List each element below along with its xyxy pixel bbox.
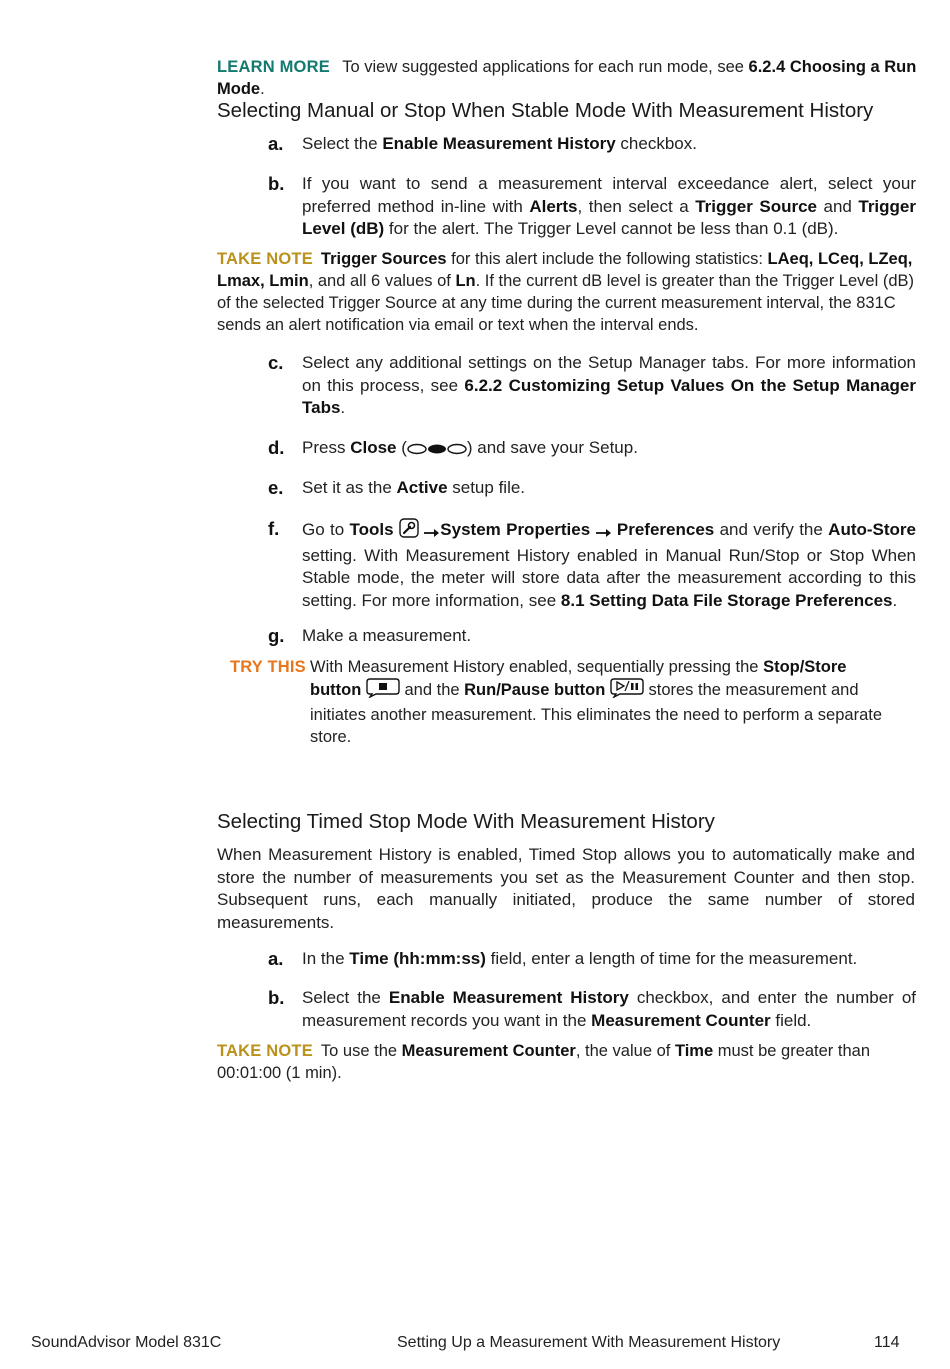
take-note-tag: TAKE NOTE <box>217 1042 313 1060</box>
step-bold: Time (hh:mm:ss) <box>349 949 486 968</box>
tip-text: With Measurement History enabled, sequentially pressing the <box>310 658 764 676</box>
note-bold: Time <box>674 1042 714 1060</box>
step-text: ( <box>396 438 407 457</box>
step-bold: Trigger Level (dB) <box>302 196 916 238</box>
step-bold: Preferences <box>616 520 715 539</box>
step-bold: Close <box>350 438 397 457</box>
tip-text: and the <box>399 681 465 699</box>
step-letter: b. <box>268 987 285 1008</box>
note-bold: Trigger Sources <box>320 250 447 268</box>
learn-more-link[interactable]: 6.2.4 Choosing a Run Mode <box>217 58 917 98</box>
step-letter: e. <box>268 477 284 498</box>
try-this-callout <box>230 656 890 748</box>
step-letter: a. <box>268 133 284 154</box>
section2-step-b <box>268 987 916 1032</box>
step-letter: b. <box>268 173 285 194</box>
step-text: for the alert. The Trigger Level cannot be less than 0.1 (dB). <box>384 219 839 238</box>
step-text: , then select a <box>577 196 696 216</box>
section1-step-g <box>268 625 916 648</box>
wrench-icon <box>399 518 419 545</box>
section1-step-e <box>268 477 916 500</box>
section2-title: Selecting Timed Stop Mode With Measurement History <box>217 810 715 833</box>
right-arrow-icon <box>424 522 440 545</box>
step-text: Select any additional settings on the Setup Manager tabs. For more information on this process, see <box>302 353 916 395</box>
section1-step-f <box>268 518 916 612</box>
right-arrow-icon <box>596 522 612 545</box>
footer-page-number: 114 <box>874 1334 900 1351</box>
step-text: setting. With Measurement History enabled in Manual Run/Stop or Stop When Stable mode, the meter will store data after the measurement according to this setting. For more information, see <box>302 545 916 610</box>
note-text: , and all 6 values of <box>308 272 456 290</box>
step-bold: Enable Measurement History <box>388 988 629 1007</box>
note-text: must be greater than 00:01:00 (1 min). <box>217 1042 870 1082</box>
note-text: for this alert include the following statistics: <box>446 250 768 268</box>
take-note-callout-2 <box>217 1040 897 1084</box>
step-text: checkbox, and enter the number of measurement records you want in the <box>302 988 917 1030</box>
learn-more-text: To view suggested applications for each run mode, see <box>342 58 749 76</box>
step-bold: System Properties <box>440 520 591 539</box>
step-text: If you want to send a measurement interval exceedance alert, select your preferred method in-line with <box>302 174 916 216</box>
tip-bold: Stop/Store button <box>310 658 847 699</box>
step-bold: Measurement Counter <box>591 1010 771 1030</box>
learn-more-end: . <box>260 80 265 98</box>
section1-step-b <box>268 173 916 241</box>
step-text: ) and save your Setup. <box>466 438 638 457</box>
step-bold: Trigger Source <box>695 196 817 216</box>
step-text: Select the <box>302 134 383 153</box>
take-note-tag: TAKE NOTE <box>217 250 313 268</box>
step-bold: Alerts <box>529 196 578 216</box>
step-text: Set it as the <box>302 478 397 497</box>
step-text: Press <box>302 438 351 457</box>
try-this-tag: TRY THIS <box>230 658 306 676</box>
learn-more-tag: LEARN MORE <box>217 58 330 76</box>
tip-text: stores the measurement and initiates another measurement. This eliminates the need to perform a separate store. <box>310 681 883 746</box>
run-pause-button-icon <box>610 678 644 704</box>
step-letter: f. <box>268 518 280 539</box>
step-text: Make a measurement. <box>302 626 472 645</box>
softkey-icon <box>407 440 467 463</box>
footer-product: SoundAdvisor Model 831C <box>31 1334 222 1351</box>
step-letter: g. <box>268 625 285 646</box>
step-text: and <box>816 196 859 216</box>
step-bold: Auto-Store <box>828 520 916 539</box>
section1-title: Selecting Manual or Stop When Stable Mode With Measurement History <box>217 99 874 122</box>
take-note-callout <box>217 248 917 336</box>
step-text: In the <box>302 949 350 968</box>
step-letter: a. <box>268 948 284 969</box>
step-bold: Active <box>396 478 448 497</box>
step-text: . <box>340 398 346 417</box>
note-bold: Ln <box>455 272 476 290</box>
step-text: field. <box>770 1010 812 1030</box>
step-bold: Enable Measurement History <box>382 134 616 153</box>
note-text: . If the current dB level is greater than the Trigger Level (dB) of the selected Trigger Source at any time during the current measurement interval, the 831C sends an alert notification via email or text when the interval ends. <box>217 272 915 334</box>
step-text: Select the <box>302 988 389 1007</box>
note-bold: LAeq, LCeq, LZeq, Lmax, Lmin <box>217 250 913 290</box>
step-text: . <box>892 590 898 610</box>
step-text: and verify the <box>714 520 829 539</box>
section2-step-a <box>268 948 916 971</box>
stop-button-icon <box>366 678 400 704</box>
section1-step-a <box>268 133 916 156</box>
step-link[interactable]: 8.1 Setting Data File Storage Preferences <box>560 590 893 610</box>
step-letter: d. <box>268 437 285 458</box>
note-bold: Measurement Counter <box>401 1042 576 1060</box>
step-text: Go to <box>302 520 350 539</box>
step-link[interactable]: 6.2.2 Customizing Setup Values On the Setup Manager Tabs <box>302 375 916 417</box>
step-letter: c. <box>268 352 284 373</box>
tip-bold: Run/Pause button <box>464 681 606 699</box>
step-text: field, enter a length of time for the measurement. <box>485 949 858 968</box>
note-text: , the value of <box>575 1042 675 1060</box>
step-bold: Tools <box>349 520 394 539</box>
step-text: setup file. <box>447 478 526 497</box>
section2-intro: When Measurement History is enabled, Timed Stop allows you to automatically make and store the number of measurements you set as the Measurement Counter and then stop. Subsequent runs, each manually initiated, produce the same number of stored measurements. <box>217 845 915 932</box>
note-text: To use the <box>320 1042 402 1060</box>
footer-chapter: Setting Up a Measurement With Measurement History <box>397 1334 781 1351</box>
section1-step-d <box>268 437 916 463</box>
learn-more-callout <box>217 56 927 100</box>
step-text: checkbox. <box>615 134 697 153</box>
section1-step-c <box>268 352 916 420</box>
